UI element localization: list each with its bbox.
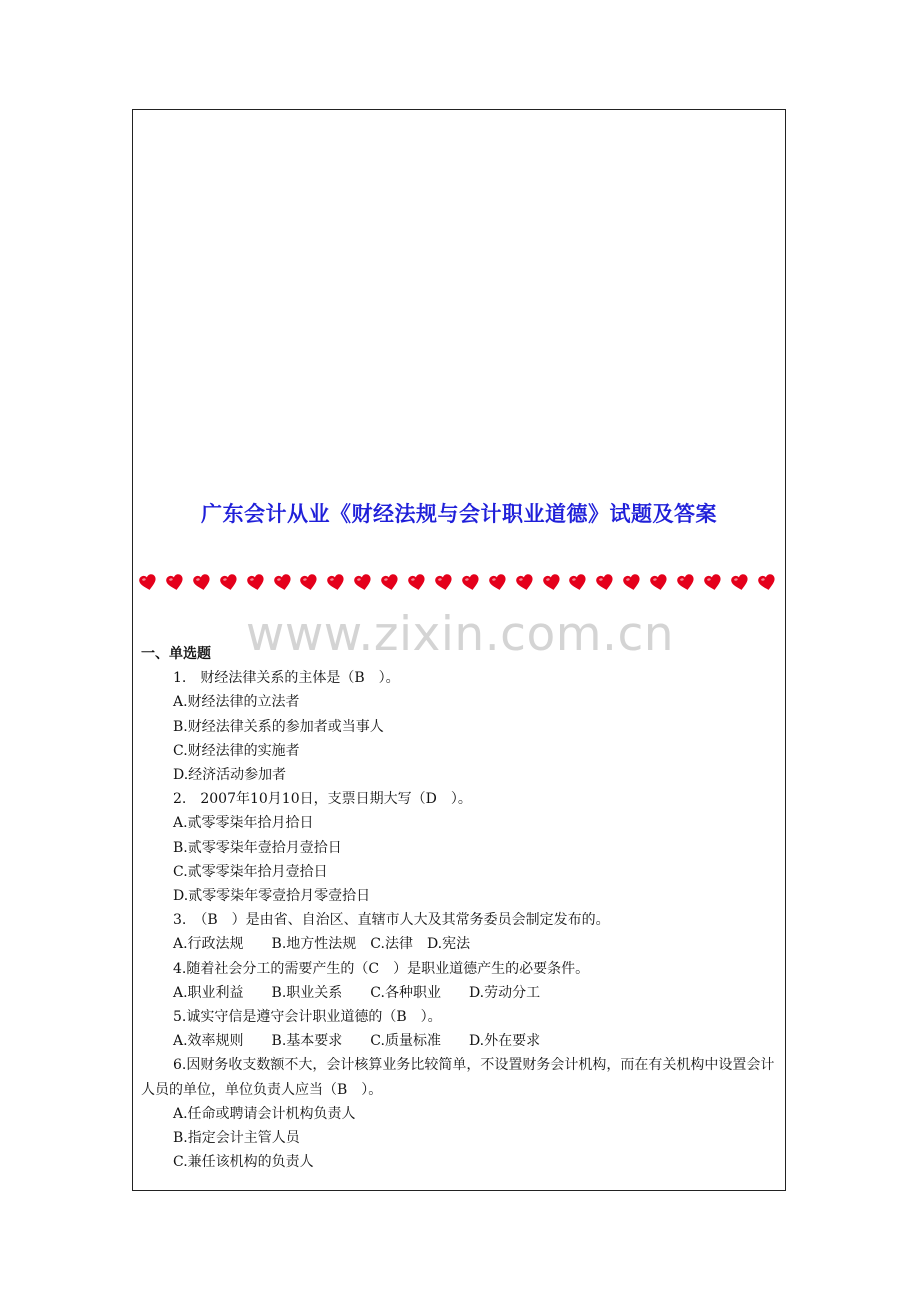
answer-options-row: A.职业利益 B.职业关系 C.各种职业 D.劳动分工 <box>173 984 541 1001</box>
heart-icon <box>623 574 641 591</box>
heart-icon <box>274 574 292 591</box>
answer-option: D.贰零零柒年零壹拾月零壹拾日 <box>173 888 371 905</box>
heart-icon <box>220 574 238 591</box>
question-text: 1. 财经法律关系的主体是（B ）。 <box>173 670 400 687</box>
heart-icon <box>462 574 480 591</box>
heart-icon <box>300 574 318 591</box>
page-frame <box>132 109 786 1191</box>
heart-icon <box>731 574 749 591</box>
answer-option: A.任命或聘请会计机构负责人 <box>173 1105 356 1122</box>
answer-option: B.财经法律关系的参加者或当事人 <box>173 718 384 735</box>
heart-icon <box>704 574 722 591</box>
answer-option: C.财经法律的实施者 <box>173 742 300 759</box>
question-text: 2. 2007年10月10日，支票日期大写（D ）。 <box>173 791 472 808</box>
heart-icon <box>569 574 587 591</box>
heart-icon <box>139 574 157 591</box>
answer-option: B.指定会计主管人员 <box>173 1130 300 1147</box>
heart-icon <box>758 574 776 591</box>
document-title: 广东会计从业《财经法规与会计职业道德》试题及答案 <box>201 502 717 526</box>
question-content <box>141 642 781 1174</box>
heart-icon <box>247 574 265 591</box>
answer-option: A.财经法律的立法者 <box>173 694 300 711</box>
heart-icon <box>354 574 372 591</box>
heart-icon <box>543 574 561 591</box>
heart-icon <box>596 574 614 591</box>
answer-option: C.贰零零柒年拾月壹拾日 <box>173 863 328 880</box>
heart-icon <box>516 574 534 591</box>
answer-option: D.经济活动参加者 <box>173 767 287 784</box>
answer-options-row: A.行政法规 B.地方性法规 C.法律 D.宪法 <box>173 936 471 953</box>
heart-icon <box>650 574 668 591</box>
question-text: 5.诚实守信是遵守会计职业道德的（B ）。 <box>173 1009 442 1026</box>
question-text: 4.随着社会分工的需要产生的（C ）是职业道德产生的必要条件。 <box>173 960 590 977</box>
answer-options-row: A.效率规则 B.基本要求 C.质量标准 D.外在要求 <box>173 1033 541 1050</box>
heart-icon <box>381 574 399 591</box>
heart-icon <box>166 574 184 591</box>
answer-option: B.贰零零柒年壹拾月壹拾日 <box>173 839 342 856</box>
heart-icon <box>408 574 426 591</box>
answer-option: C.兼任该机构的负责人 <box>173 1154 314 1171</box>
heart-icon <box>193 574 211 591</box>
heart-icon <box>327 574 345 591</box>
heart-icon <box>435 574 453 591</box>
question-text: 3. （B ）是由省、自治区、直辖市人大及其常务委员会制定发布的。 <box>173 912 610 929</box>
section-heading: 一、单选题 <box>141 646 211 662</box>
heart-icon <box>489 574 507 591</box>
question-text: 6.因财务收支数额不大，会计核算业务比较简单，不设置财务会计机构，而在有关机构中设置会计人员的单位，单位负责人应当（B ）。 <box>141 1057 775 1098</box>
heart-divider <box>139 572 781 594</box>
watermark: www.zixin.com.cn <box>245 607 675 662</box>
answer-option: A.贰零零柒年拾月拾日 <box>173 815 314 832</box>
heart-icon <box>677 574 695 591</box>
